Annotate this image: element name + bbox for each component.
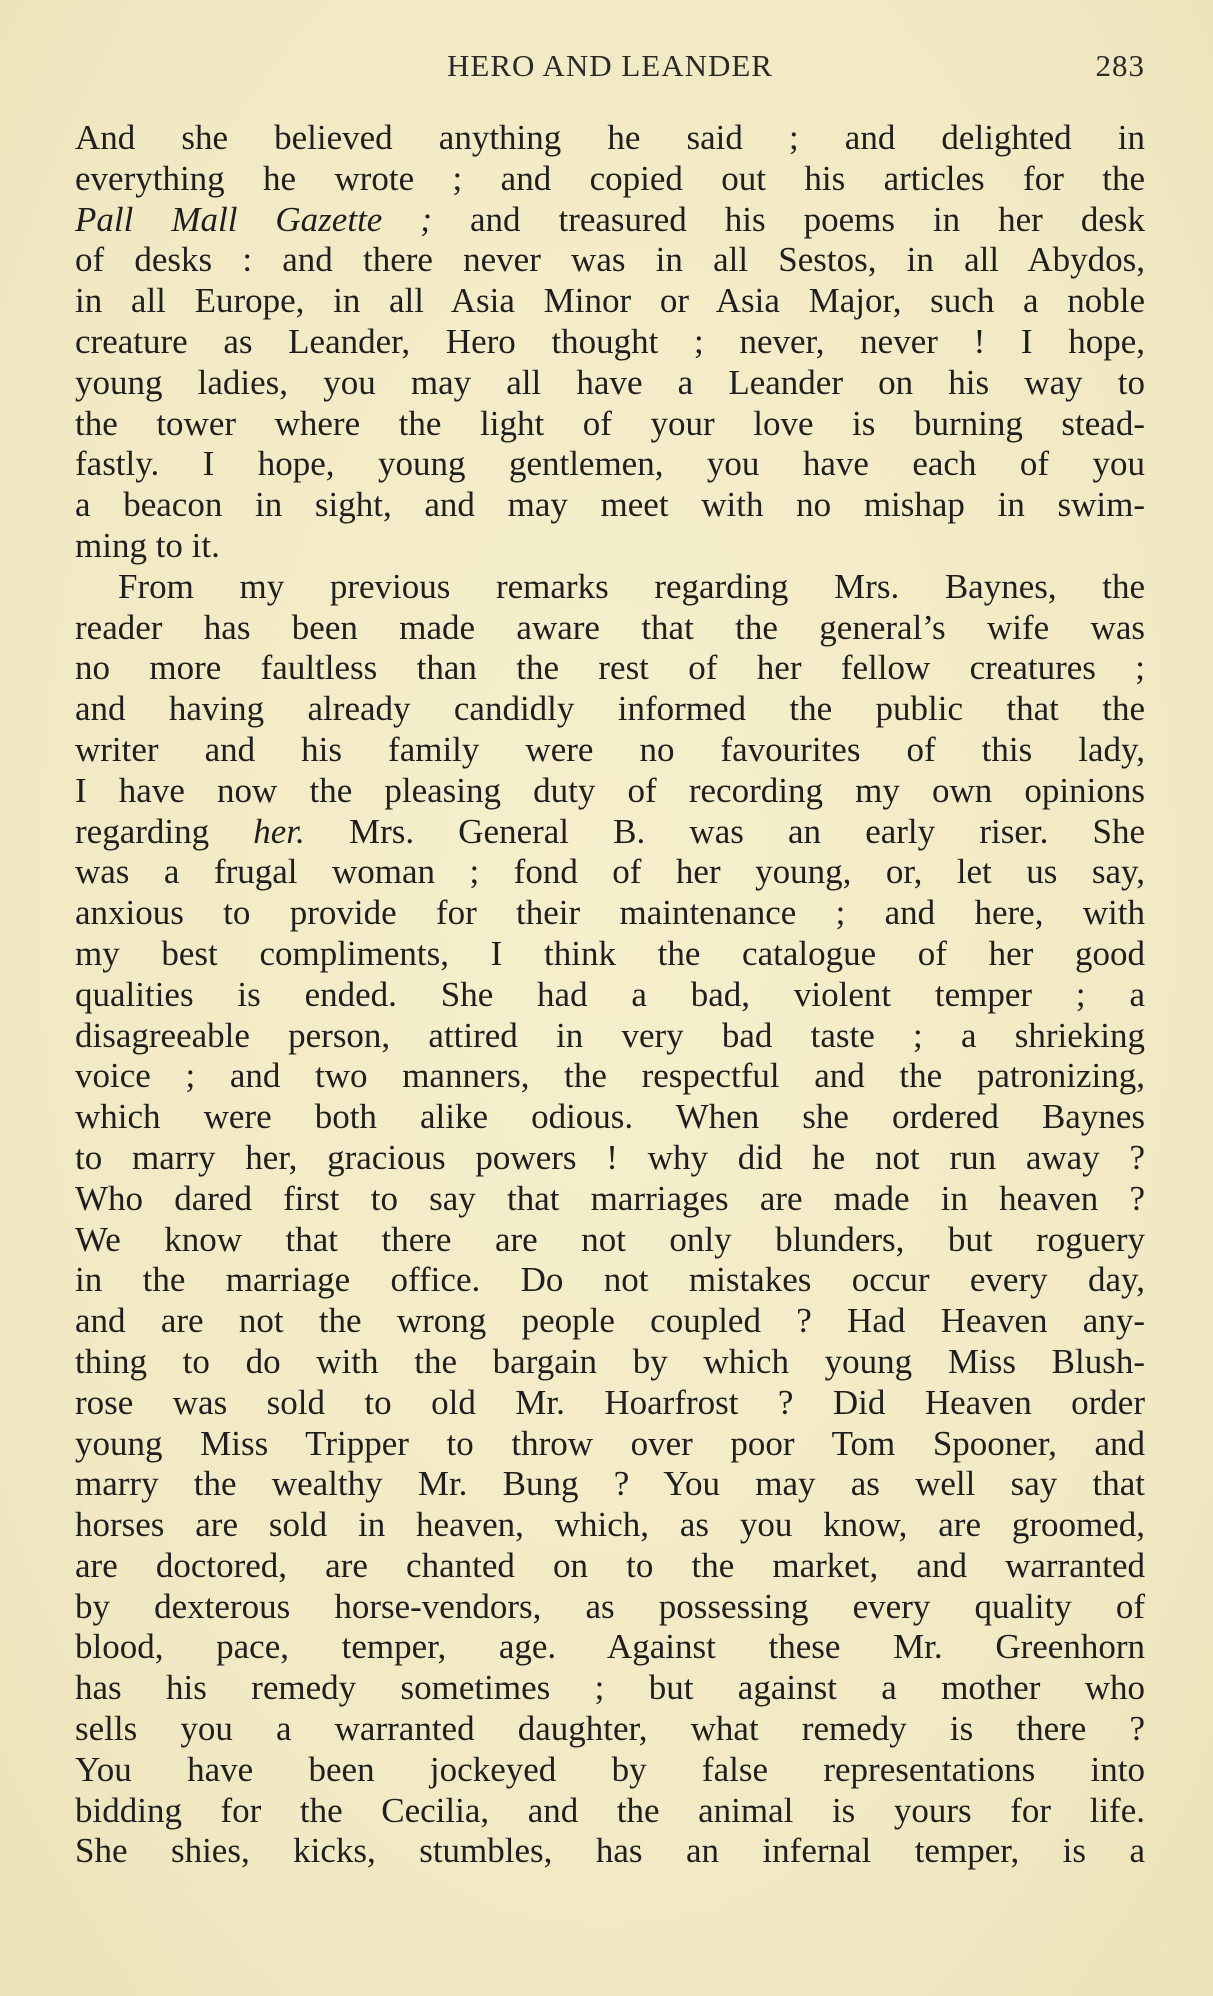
text-line: no more faultless than the rest of her fellow creatures ; xyxy=(75,648,1145,688)
text-line: has his remedy sometimes ; but against a mother who xyxy=(75,1668,1145,1708)
text-line: of desks : and there never was in all Sestos, in all Abydos, xyxy=(75,240,1145,280)
running-title: HERO AND LEANDER xyxy=(447,48,773,83)
text-run: regarding xyxy=(75,811,254,851)
text-line: bidding for the Cecilia, and the animal is yours for life. xyxy=(75,1790,1145,1830)
text-line: She shies, kicks, stumbles, has an infernal temper, is a xyxy=(75,1831,1145,1871)
text-line: to marry her, gracious powers ! why did he not run away ? xyxy=(75,1137,1145,1177)
text-line: rose was sold to old Mr. Hoarfrost ? Did Heaven order xyxy=(75,1382,1145,1422)
text-line: And she believed anything he said ; and delighted in xyxy=(75,118,1145,157)
text-run: Mrs. General B. was an early riser. She xyxy=(304,811,1145,851)
text-line: From my previous remarks regarding Mrs. Baynes, the xyxy=(118,566,1145,606)
text-run: and treasured his poems in her desk xyxy=(431,199,1145,239)
text-line: anxious to provide for their maintenance ; and here, with xyxy=(75,893,1145,933)
text-line: creature as Leander, Hero thought ; never, never ! I hope, xyxy=(75,321,1145,361)
text-line: horses are sold in heaven, which, as you know, are groomed, xyxy=(75,1505,1145,1545)
running-head xyxy=(75,48,1145,92)
text-line: young Miss Tripper to throw over poor Tom Spooner, and xyxy=(75,1423,1145,1463)
text-line: marry the wealthy Mr. Bung ? You may as well say that xyxy=(75,1464,1145,1504)
text-line xyxy=(75,812,1145,853)
text-line: thing to do with the bargain by which young Miss Blush- xyxy=(75,1341,1145,1381)
text-line: a beacon in sight, and may meet with no mishap in swim- xyxy=(75,485,1145,525)
text-line: disagreeable person, attired in very bad taste ; a shrieking xyxy=(75,1015,1145,1055)
text-line: everything he wrote ; and copied out his articles for the xyxy=(75,158,1145,198)
paragraph-1 xyxy=(75,118,1145,567)
text-line: You have been jockeyed by false representations into xyxy=(75,1749,1145,1789)
italic-text: her. xyxy=(253,811,305,851)
text-line: fastly. I hope, young gentlemen, you have each of you xyxy=(75,444,1145,484)
text-line: ming to it. xyxy=(75,525,220,565)
text-line: I have now the pleasing duty of recording my own opinions xyxy=(75,770,1145,810)
text-line: voice ; and two manners, the respectful and the patronizing, xyxy=(75,1056,1145,1096)
italic-text: Pall Mall Gazette ; xyxy=(75,199,432,239)
text-line: are doctored, are chanted on to the market, and warranted xyxy=(75,1545,1145,1585)
text-line: the tower where the light of your love is burning stead- xyxy=(75,403,1145,443)
text-line: Who dared first to say that marriages are made in heaven ? xyxy=(75,1178,1145,1218)
text-line: my best compliments, I think the catalogue of her good xyxy=(75,933,1145,973)
text-line: in the marriage office. Do not mistakes occur every day, xyxy=(75,1260,1145,1300)
page-number: 283 xyxy=(1095,48,1145,83)
text-line xyxy=(75,200,1145,241)
paragraph-2 xyxy=(75,567,1145,1873)
text-line: in all Europe, in all Asia Minor or Asia Major, such a noble xyxy=(75,281,1145,321)
text-line: reader has been made aware that the general’s wife was xyxy=(75,607,1145,647)
text-line: young ladies, you may all have a Leander on his way to xyxy=(75,362,1145,402)
text-line: and are not the wrong people coupled ? Had Heaven any- xyxy=(75,1301,1145,1341)
text-line: by dexterous horse-vendors, as possessing every quality of xyxy=(75,1586,1145,1626)
text-line: blood, pace, temper, age. Against these Mr. Greenhorn xyxy=(75,1627,1145,1667)
text-line: which were both alike odious. When she ordered Baynes xyxy=(75,1097,1145,1137)
body-text xyxy=(75,118,1145,1872)
text-line: sells you a warranted daughter, what remedy is there ? xyxy=(75,1709,1145,1749)
text-line: and having already candidly informed the public that the xyxy=(75,689,1145,729)
text-line: writer and his family were no favourites of this lady, xyxy=(75,729,1145,769)
text-line: qualities is ended. She had a bad, violent temper ; a xyxy=(75,974,1145,1014)
text-line: was a frugal woman ; fond of her young, or, let us say, xyxy=(75,852,1145,892)
text-line: We know that there are not only blunders, but roguery xyxy=(75,1219,1145,1259)
